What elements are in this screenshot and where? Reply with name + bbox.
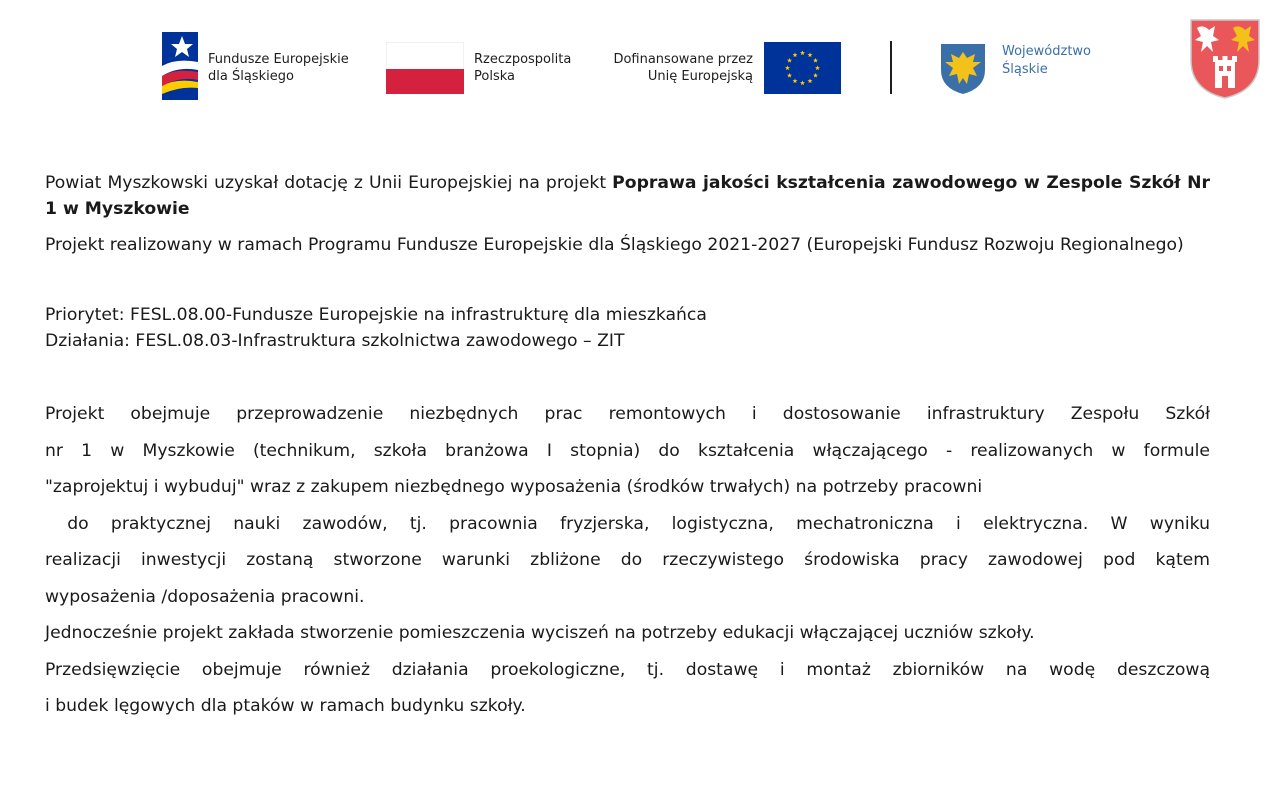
logo-strip bbox=[0, 0, 1280, 110]
description-line: Jednocześnie projekt zakłada stworzenie pomieszczenia wyciszeń na potrzeby edukacji włączającej uczniów szkoły. bbox=[45, 623, 1035, 643]
description-block bbox=[45, 396, 1210, 725]
logo-divider bbox=[890, 41, 892, 94]
description-line: nr 1 w Myszkowie (technikum, szkoła branżowa I stopnia) do kształcenia włączającego - realizowanych w formule bbox=[45, 440, 1210, 461]
fundusze-europejskie-logo-icon bbox=[162, 32, 198, 100]
eu-label-line2: Unię Europejską bbox=[647, 69, 753, 84]
pl-label-line1: Rzeczpospolita bbox=[474, 52, 572, 67]
pl-label-line2: Polska bbox=[474, 69, 515, 84]
intro-paragraph bbox=[45, 170, 1210, 222]
eu-label-line1: Dofinansowane przez bbox=[613, 52, 753, 67]
fundusze-europejskie-label bbox=[208, 51, 349, 85]
description-line: "zaprojektuj i wybuduj" wraz z zakupem niezbędnego wyposażenia (środków trwałych) na potrzeby pracowni bbox=[45, 477, 983, 497]
silesian-eagle-shield-icon bbox=[939, 42, 987, 96]
powiat-myszkowski-crest-icon bbox=[1189, 18, 1261, 100]
polish-flag-icon bbox=[386, 42, 464, 94]
slask-label-line2: Śląskie bbox=[1002, 62, 1048, 77]
project-title: Poprawa jakości kształcenia zawodowego w Zespole Szkół Nr 1 w Myszkowie bbox=[45, 173, 1210, 219]
rzeczpospolita-polska-label bbox=[474, 51, 571, 85]
description-line: i budek lęgowych dla ptaków w ramach budynku szkoły. bbox=[45, 696, 526, 716]
description-line: Projekt obejmuje przeprowadzenie niezbędnych prac remontowych i dostosowanie infrastruktury Zespołu Szkół bbox=[45, 404, 1210, 424]
description-line: realizacji inwestycji zostaną stworzone warunki zbliżone do rzeczywistego środowiska pracy zawodowej pod kątem bbox=[45, 550, 1210, 570]
eu-cofinanced-label bbox=[609, 51, 753, 85]
description-line: Przedsięwzięcie obejmuje również działania proekologiczne, tj. dostawę i montaż zbiorników na wodę deszczową bbox=[45, 659, 1210, 680]
intro-prefix: Powiat Myszkowski uzyskał dotację z Unii Europejskiej na projekt bbox=[45, 173, 613, 193]
priority-line: Priorytet: FESL.08.00-Fundusze Europejskie na infrastrukturę dla mieszkańca bbox=[45, 305, 707, 325]
fe-label-line1: Fundusze Europejskie bbox=[208, 52, 349, 67]
fe-label-line2: dla Śląskiego bbox=[208, 69, 294, 84]
slask-label-line1: Województwo bbox=[1002, 44, 1092, 59]
priority-block bbox=[45, 302, 1210, 354]
announcement-document bbox=[45, 170, 1210, 725]
description-line: do praktycznej nauki zawodów, tj. pracownia fryzjerska, logistyczna, mechatroniczna i elektryczna. W wyniku bbox=[45, 513, 1210, 534]
program-paragraph: Projekt realizowany w ramach Programu Fundusze Europejskie dla Śląskiego 2021-2027 (Europejski Fundusz Rozwoju Regionalnego) bbox=[45, 235, 1184, 255]
eu-flag-icon bbox=[764, 42, 841, 94]
description-line: wyposażenia /doposażenia pracowni. bbox=[45, 586, 365, 607]
wojewodztwo-slaskie-label bbox=[1002, 43, 1091, 79]
action-line: Działania: FESL.08.03-Infrastruktura szkolnictwa zawodowego – ZIT bbox=[45, 331, 625, 351]
